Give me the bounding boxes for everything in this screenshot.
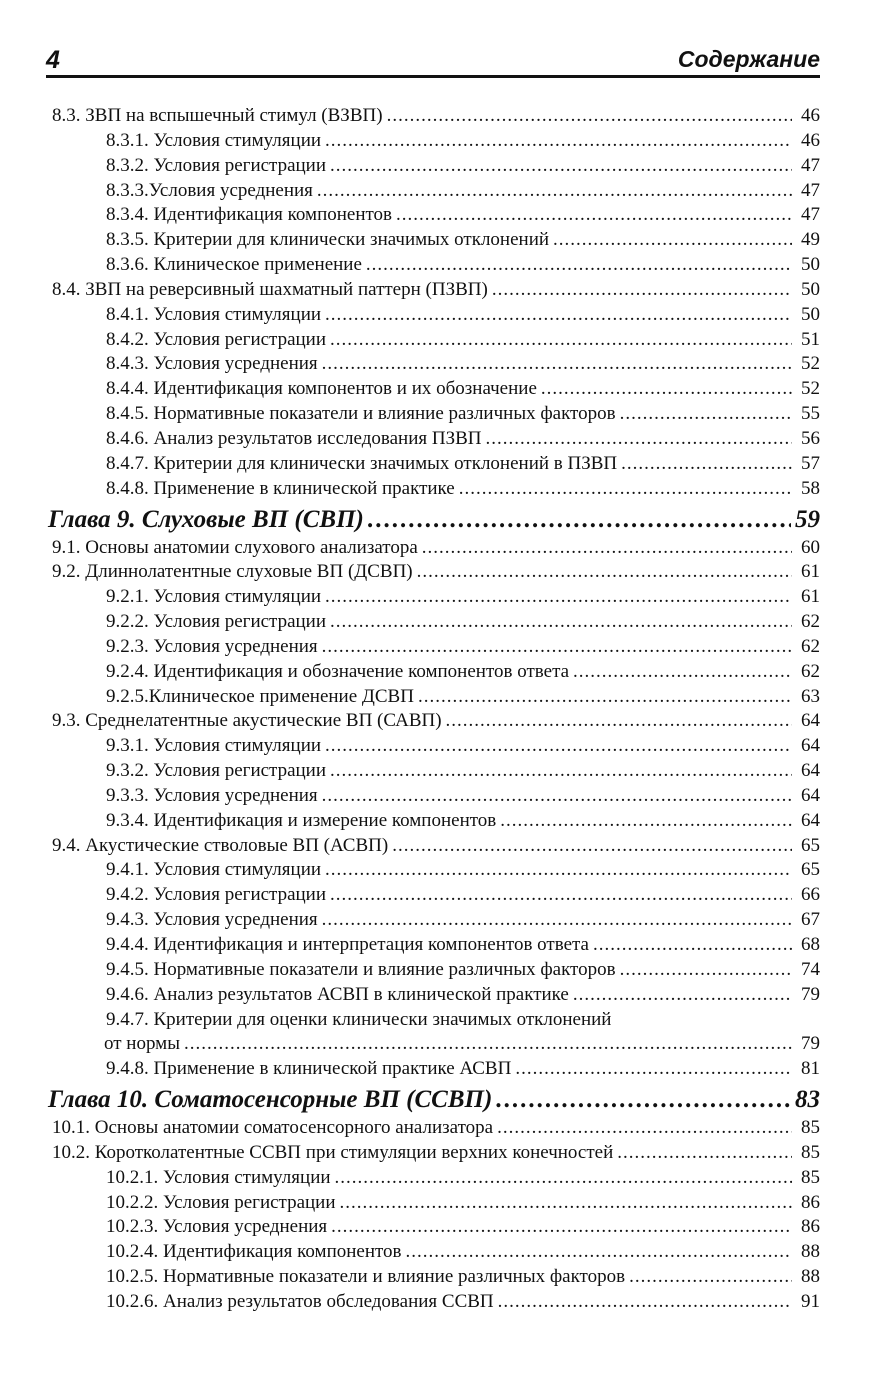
toc-entry xyxy=(52,303,820,328)
toc-page-number: 86 xyxy=(801,1216,820,1238)
leader-dots xyxy=(629,1265,792,1290)
toc-page-number: 66 xyxy=(801,884,820,906)
toc-page-number: 85 xyxy=(801,1166,820,1188)
toc-page-number: 64 xyxy=(801,809,820,831)
toc-entry-text: 8.4.5. Нормативные показатели и влияние различных факторов xyxy=(106,403,616,425)
toc-entry-text: 9.4.4. Идентификация и интерпретация компонентов ответа xyxy=(106,934,589,955)
toc-entry-text: 9.2.5.Клиническое применение ДСВП xyxy=(106,685,414,707)
toc-entry-text: 9.4. Акустические стволовые ВП (АСВП) xyxy=(52,834,389,856)
leader-dots xyxy=(340,1191,792,1216)
leader-dots xyxy=(322,352,792,377)
toc-entry xyxy=(52,1141,820,1166)
toc-entry-text: 9.3.3. Условия усреднения xyxy=(106,784,318,806)
toc-entry xyxy=(52,585,820,610)
leader-dots xyxy=(184,1032,792,1057)
toc-entry xyxy=(52,908,820,933)
leader-dots xyxy=(485,427,792,452)
toc-page-number: 85 xyxy=(801,1117,820,1139)
toc-entry xyxy=(52,809,820,834)
toc-entry xyxy=(52,1265,820,1290)
toc-entry xyxy=(52,129,820,154)
leader-dots xyxy=(620,402,792,427)
toc-entry xyxy=(52,1057,820,1082)
toc-page-number: 67 xyxy=(801,909,820,931)
leader-dots xyxy=(620,958,792,983)
toc-entry-text: 8.4.3. Условия усреднения xyxy=(106,353,318,375)
toc-page-number: 83 xyxy=(795,1086,820,1114)
leader-dots xyxy=(322,908,792,933)
toc-page-number: 65 xyxy=(801,859,820,881)
toc-page-number: 86 xyxy=(801,1191,820,1213)
toc-entry-text: 8.3.6. Клиническое применение xyxy=(106,254,362,276)
toc-entry xyxy=(52,328,820,353)
toc-page-number: 64 xyxy=(801,760,820,782)
toc-entry xyxy=(52,477,820,502)
toc-entry xyxy=(52,1240,820,1265)
toc-entry xyxy=(52,1191,820,1216)
toc-entry xyxy=(52,610,820,635)
toc-entry-text: 10.2.4. Идентификация компонентов xyxy=(106,1241,402,1263)
toc-entry-text: 9.3.4. Идентификация и измерение компонентов xyxy=(106,809,497,831)
toc-entry xyxy=(52,452,820,477)
toc-page-number: 68 xyxy=(801,934,820,955)
toc-chapter xyxy=(48,503,820,536)
leader-dots xyxy=(325,129,792,154)
toc-page-number: 47 xyxy=(801,179,820,201)
toc-entry xyxy=(52,734,820,759)
toc-page-number: 79 xyxy=(801,983,820,1005)
leader-dots xyxy=(322,635,792,660)
toc-entry-text: 10.2.3. Условия усреднения xyxy=(106,1216,328,1238)
toc-entry xyxy=(52,685,820,710)
leader-dots xyxy=(406,1240,792,1265)
toc-page-number: 47 xyxy=(801,204,820,226)
toc-entry xyxy=(52,933,820,958)
leader-dots xyxy=(553,228,792,253)
leader-dots xyxy=(459,477,792,502)
toc-entry-text: 10.1. Основы анатомии соматосенсорного анализатора xyxy=(52,1117,494,1139)
toc-page-number: 52 xyxy=(801,353,820,375)
leader-dots xyxy=(573,660,792,685)
toc-page-number: 91 xyxy=(801,1290,820,1312)
toc-entry-text: 9.4.5. Нормативные показатели и влияние различных факторов xyxy=(106,958,616,980)
toc-page-number: 59 xyxy=(795,505,820,533)
toc-page-number: 52 xyxy=(801,378,820,400)
toc-entry xyxy=(52,834,820,859)
toc-page-number: 46 xyxy=(801,129,820,151)
toc-page-number: 85 xyxy=(801,1141,820,1163)
leader-dots xyxy=(392,834,792,859)
leader-dots xyxy=(325,734,792,759)
toc-page-number: 61 xyxy=(801,561,820,583)
toc-entry xyxy=(52,858,820,883)
toc-entry-text: 8.4.6. Анализ результатов исследования ПЗВП xyxy=(106,427,482,449)
toc-page-number: 65 xyxy=(801,834,820,856)
toc-page-number: 56 xyxy=(801,427,820,449)
leader-dots xyxy=(621,452,792,477)
toc-chapter xyxy=(48,1083,820,1116)
toc-page-number: 62 xyxy=(801,660,820,682)
page-number: 4 xyxy=(46,46,60,74)
leader-dots xyxy=(368,503,791,536)
toc-page-number: 57 xyxy=(801,452,820,474)
toc-entry xyxy=(52,983,820,1008)
leader-dots xyxy=(335,1166,792,1191)
toc-page-number: 58 xyxy=(801,477,820,499)
toc-entry-text: Глава 9. Слуховые ВП (СВП) xyxy=(48,505,364,533)
toc-entry xyxy=(52,104,820,129)
toc-entry-text: 8.3.3.Условия усреднения xyxy=(106,179,313,201)
toc-entry xyxy=(52,1290,820,1315)
toc-entry-text: 10.2.6. Анализ результатов обследования ССВП xyxy=(106,1290,494,1312)
toc-page-number: 50 xyxy=(801,254,820,276)
toc-entry xyxy=(52,154,820,179)
toc-entry-text: Глава 10. Соматосенсорные ВП (ССВП) xyxy=(48,1086,493,1114)
toc-entry xyxy=(52,635,820,660)
toc-page-number: 47 xyxy=(801,154,820,176)
toc-page-number: 50 xyxy=(801,278,820,300)
toc-page-number: 64 xyxy=(801,784,820,806)
toc-entry xyxy=(52,228,820,253)
toc-entry-text: 9.2.4. Идентификация и обозначение компонентов ответа xyxy=(106,660,570,682)
leader-dots xyxy=(417,560,792,585)
toc-page-number: 79 xyxy=(801,1033,820,1055)
leader-dots xyxy=(366,253,792,278)
toc-page-number: 88 xyxy=(801,1266,820,1288)
toc-entry-text: 8.4.8. Применение в клинической практике xyxy=(106,477,455,499)
leader-dots xyxy=(325,303,792,328)
toc-page-number: 63 xyxy=(801,685,820,707)
toc-entry-text: 10.2.1. Условия стимуляции xyxy=(106,1166,331,1188)
leader-dots xyxy=(617,1141,792,1166)
leader-dots xyxy=(331,1215,792,1240)
toc-page-number: 51 xyxy=(801,328,820,350)
toc-entry-text: 10.2. Коротколатентные ССВП при стимуляции верхних конечностей xyxy=(52,1141,614,1163)
toc-entry xyxy=(52,709,820,734)
leader-dots xyxy=(446,709,792,734)
toc-entry-text: 8.3.4. Идентификация компонентов xyxy=(106,204,393,226)
toc-entry xyxy=(52,402,820,427)
toc-entry-text: 8.3. ЗВП на вспышечный стимул (ВЗВП) xyxy=(52,105,383,126)
leader-dots xyxy=(573,983,792,1008)
header-rule xyxy=(46,75,820,78)
toc-page-number: 49 xyxy=(801,229,820,251)
toc-entry xyxy=(52,958,820,983)
toc-entry-text: 8.4.7. Критерии для клинически значимых отклонений в ПЗВП xyxy=(106,452,618,474)
toc-entry-text: 8.4.2. Условия регистрации xyxy=(106,328,327,350)
toc-entry xyxy=(52,1215,820,1240)
toc-entry-text: 9.2.1. Условия стимуляции xyxy=(106,586,322,608)
leader-dots xyxy=(422,536,792,561)
toc-entry xyxy=(52,1166,820,1191)
toc-entry xyxy=(52,1008,820,1058)
toc-entry-text: 9.4.8. Применение в клинической практике АСВП xyxy=(106,1058,512,1080)
toc-entry-text-cont: от нормы xyxy=(104,1033,180,1055)
toc-entry xyxy=(52,278,820,303)
toc-entry-text: 10.2.2. Условия регистрации xyxy=(106,1191,336,1213)
toc-entry xyxy=(52,1116,820,1141)
leader-dots xyxy=(500,809,792,834)
leader-dots xyxy=(330,154,792,179)
toc-entry-text: 9.3. Среднелатентные акустические ВП (САВП) xyxy=(52,710,442,732)
leader-dots xyxy=(330,610,792,635)
toc-entry-text: 8.4.4. Идентификация компонентов и их обозначение xyxy=(106,378,537,400)
toc-entry xyxy=(52,253,820,278)
table-of-contents xyxy=(48,104,820,1315)
leader-dots xyxy=(541,377,792,402)
toc-entry xyxy=(52,883,820,908)
leader-dots xyxy=(497,1116,792,1141)
toc-entry-text: 9.4.3. Условия усреднения xyxy=(106,909,318,931)
leader-dots xyxy=(325,585,792,610)
toc-entry-text: 9.2. Длиннолатентные слуховые ВП (ДСВП) xyxy=(52,561,413,583)
toc-page-number: 60 xyxy=(801,536,820,558)
toc-entry-text: 9.4.2. Условия регистрации xyxy=(106,884,327,906)
toc-page-number: 50 xyxy=(801,303,820,325)
toc-entry xyxy=(52,759,820,784)
toc-entry-text: 9.4.6. Анализ результатов АСВП в клинической практике xyxy=(106,983,569,1005)
toc-page-number: 74 xyxy=(801,958,820,980)
leader-dots xyxy=(492,278,792,303)
section-title: Содержание xyxy=(677,46,820,72)
toc-page-number: 81 xyxy=(801,1058,820,1080)
toc-entry xyxy=(52,536,820,561)
toc-entry-text: 10.2.5. Нормативные показатели и влияние различных факторов xyxy=(106,1266,626,1288)
toc-entry-text: 9.3.1. Условия стимуляции xyxy=(106,735,322,757)
toc-entry xyxy=(52,427,820,452)
toc-entry-text: 9.2.2. Условия регистрации xyxy=(106,611,327,633)
toc-page-number: 46 xyxy=(801,105,820,126)
toc-page-number: 61 xyxy=(801,586,820,608)
toc-entry xyxy=(52,352,820,377)
toc-entry xyxy=(52,784,820,809)
toc-entry xyxy=(52,660,820,685)
toc-page-number: 64 xyxy=(801,710,820,732)
leader-dots xyxy=(515,1057,792,1082)
toc-entry-text: 9.4.1. Условия стимуляции xyxy=(106,859,322,881)
toc-entry-text: 8.4. ЗВП на реверсивный шахматный паттерн (ПЗВП) xyxy=(52,278,488,300)
toc-page-number: 88 xyxy=(801,1241,820,1263)
toc-entry-text: 9.2.3. Условия усреднения xyxy=(106,635,318,657)
toc-page-number: 62 xyxy=(801,635,820,657)
toc-entry-text: 8.3.5. Критерии для клинически значимых отклонений xyxy=(106,229,550,251)
toc-page-number: 64 xyxy=(801,735,820,757)
leader-dots xyxy=(317,179,792,204)
leader-dots xyxy=(396,203,792,228)
leader-dots xyxy=(330,759,792,784)
leader-dots xyxy=(330,328,792,353)
toc-entry-text: 8.4.1. Условия стимуляции xyxy=(106,303,322,325)
running-header xyxy=(46,46,820,76)
leader-dots xyxy=(593,933,792,958)
toc-entry-text: 9.4.7. Критерии для оценки клинически значимых отклонений xyxy=(106,1008,612,1030)
toc-page-number: 55 xyxy=(801,403,820,425)
toc-entry-text: 8.3.1. Условия стимуляции xyxy=(106,129,322,151)
leader-dots xyxy=(330,883,792,908)
toc-entry xyxy=(52,560,820,585)
toc-entry-text: 9.3.2. Условия регистрации xyxy=(106,760,327,782)
leader-dots xyxy=(498,1290,792,1315)
toc-entry-text: 9.1. Основы анатомии слухового анализатора xyxy=(52,536,418,558)
leader-dots xyxy=(325,858,792,883)
toc-entry xyxy=(52,203,820,228)
leader-dots xyxy=(418,685,792,710)
leader-dots xyxy=(322,784,792,809)
leader-dots xyxy=(496,1083,791,1116)
toc-page-number: 62 xyxy=(801,611,820,633)
toc-entry xyxy=(52,377,820,402)
leader-dots xyxy=(387,104,792,129)
toc-entry xyxy=(52,179,820,204)
toc-entry-text: 8.3.2. Условия регистрации xyxy=(106,154,327,176)
